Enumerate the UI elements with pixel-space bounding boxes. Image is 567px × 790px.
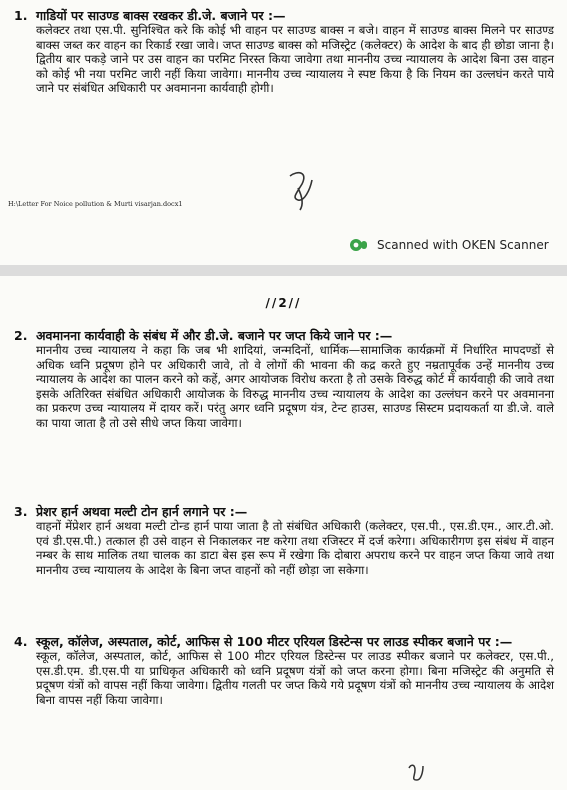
section-body: स्कूल, कॉलेज, अस्पताल, कोर्ट, आफिस से 100 मीटर एरियल डिस्टेन्स पर लाउड स्पीकर बजाने पर कलेक्टर, एस.पी., एस.डी.एम. डी.एस.पी या प्राधिकृत अधिकारी को ध्वनि प्रदूषण यंत्रों को जप्त करना होगा। बिना मजिस्ट्रेट की अनुमति से प्रदूषण यंत्रों को वापस नहीं किया जावेगा। द्वितीय गलती पर जप्त किये गये प्रदूषण यंत्रों को माननीय उच्च न्यायालय के आदेश बिना वापस नहीं किया जावेगा। — [36, 649, 554, 707]
section-1 — [14, 8, 554, 96]
file-path: H:\Letter For Noice pollution & Murti visarjan.docx1 — [8, 200, 183, 208]
scanner-label: Scanned with OKEN Scanner — [377, 238, 549, 252]
section-body: माननीय उच्च न्यायालय ने कहा कि जब भी शादियां, जन्मदिनों, धार्मिक—सामाजिक कार्यक्रमों में निर्धारित मापदण्डों से अधिक ध्वनि प्रदूषण होने पर अधिकारी जावे, तो वे लोगों की भावना की कद्र करते हुए नम्रतापूर्वक उन्हें माननीय उच्च न्यायालय के आदेश का पालन करने को कहें, अगर आयोजक विरोध करता है तो उसके विरुद्ध कोर्ट में कार्यवाही की जावे तथा इसके अतिरिक्त संबंधित अधिकारी आयोजक के विरुद्ध माननीय उच्च न्यायालय के आदेश का उल्लंघन करने पर अवमानना का प्रकरण उच्च न्यायालय में दायर करें। परंतु अगर ध्वनि प्रदूषण यंत्र, टेन्ट हाउस, साउण्ड सिस्टम प्रदायकर्ता या डी.जे. वाले का पाया जाता है तो उसे सीधे जप्त किया जावेगा। — [36, 343, 554, 430]
oken-logo-icon — [349, 238, 369, 252]
page-number: //2// — [265, 296, 302, 310]
section-heading: 3. प्रेशर हार्न अथवा मल्टी टोन हार्न लगाने पर :— — [14, 504, 248, 519]
scanner-watermark — [349, 238, 549, 252]
section-2 — [14, 328, 554, 431]
section-heading: 2. अवमानना कार्यवाही के संबंध में और डी.जे. बजाने पर जप्त किये जाने पर :— — [14, 328, 393, 343]
section-heading: 4. स्कूल, कॉलेज, अस्पताल, कोर्ट, आफिस से 100 मीटर एरियल डिस्टेन्स पर लाउड स्पीकर बजाने पर :— — [14, 634, 513, 649]
section-heading: 1. गाडियों पर साउण्ड बाक्स रखकर डी.जे. बजाने पर :— — [14, 8, 286, 23]
section-body: वाहनों मेंप्रेशर हार्न अथवा मल्टी टोन्ड हार्न पाया जाता है तो संबंधित अधिकारी (कलेक्टर, एस.पी., एस.डी.एम., आर.टी.ओ. एवं डी.एस.पी.) तत्काल ही उसे वाहन से निकालकर नष्ट करेगा तथा रजिस्टर में दर्ज करेगा। अधिकारीगण इस संबंध में वाहन नम्बर के साथ मालिक तथा चालक का डाटा बेस इस रूप में रखेगा कि दोबारा अपराध करने पर वाहन जप्त किया जावे तथा माननीय उच्च न्यायालय के आदेश के बिना जप्त वाहनों को नहीं छोड़ा जा सकेगा। — [36, 519, 554, 577]
section-3 — [14, 504, 554, 577]
section-body: कलेक्टर तथा एस.पी. सुनिश्चित करे कि कोई भी वाहन पर साउण्ड बाक्स न बजे। वाहन में साउण्ड बाक्स मिलने पर साउण्ड बाक्स जब्त कर वाहन का रिकार्ड रखा जावे। जप्त साउण्ड बाक्स को मजिस्ट्रेट (कलेक्टर) के आदेश के बाद ही छोडा जाना है। द्वितीय बार पकड़े जाने पर उस वाहन का परमिट निरस्त किया जावेगा तथा माननीय उच्च न्यायालय के आदेश बिना उस वाहन को कोई भी नया परमिट जारी नहीं किया जावेगा। माननीय उच्च न्यायालय ने स्पष्ट किया है कि नियम का उल्लघंन करते पाये जाने पर संबंधित अधिकारी पर अवमानना कार्यवाही होगी। — [36, 23, 554, 96]
section-4 — [14, 634, 554, 707]
initials-icon — [405, 762, 429, 784]
scanned-page-2 — [0, 276, 567, 790]
scanned-page-1 — [0, 0, 567, 265]
signature-icon — [282, 168, 322, 212]
